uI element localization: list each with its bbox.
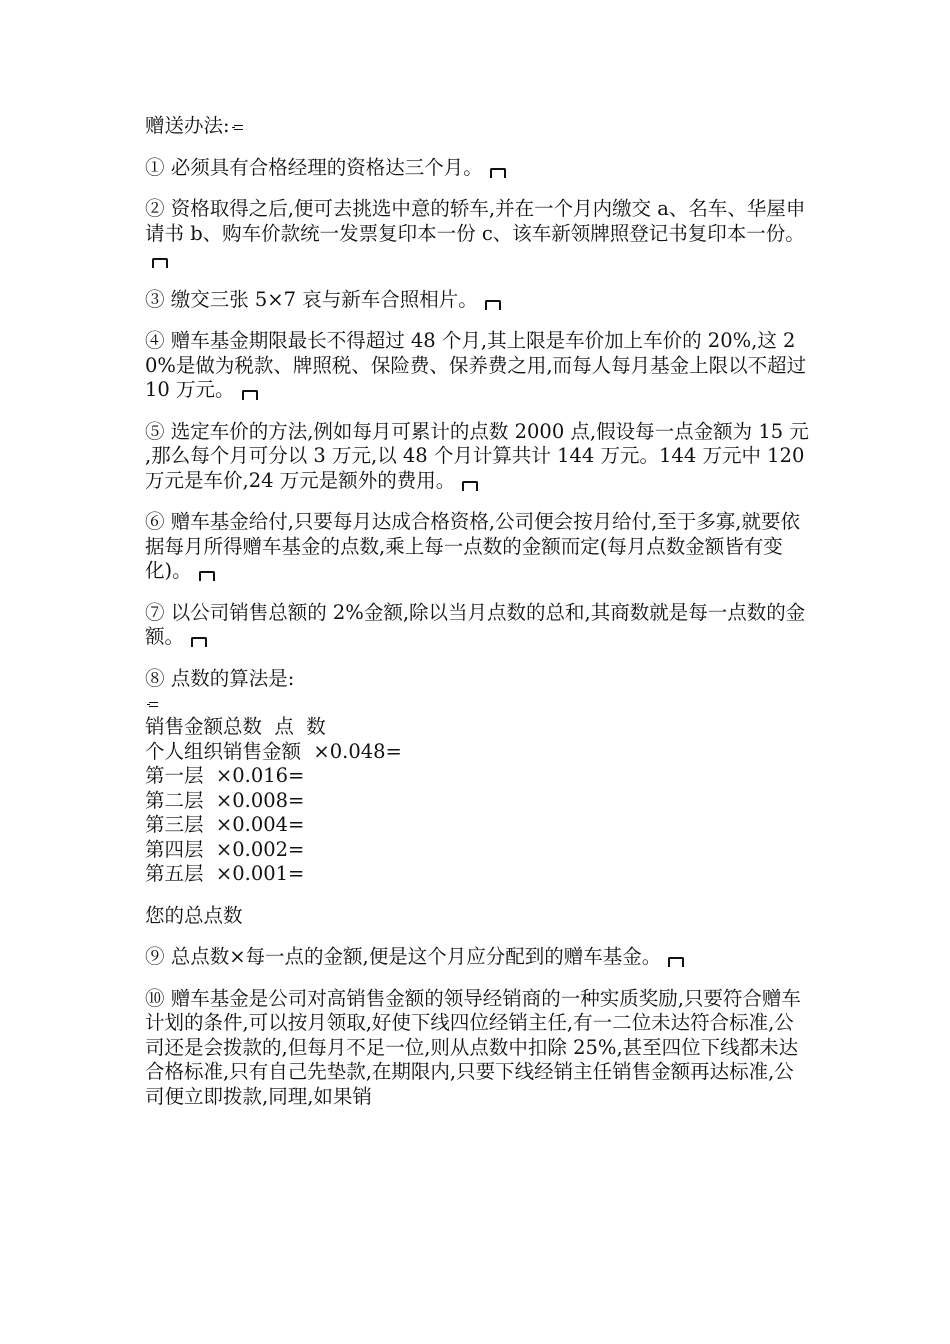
paragraph-mark-icon [147,698,159,710]
paragraph-1: ① 必须具有合格经理的资格达三个月。 [145,156,810,181]
paragraph-2: ② 资格取得之后,便可去挑选中意的轿车,并在一个月内缴交 a、名车、华屋申请书 b、购车价款统一发票复印本一份 c、该车新领牌照登记书复印本一份。 [145,197,810,271]
paragraph-7: ⑦ 以公司销售总额的 2%金额,除以当月点数的总和,其商数就是每一点数的金额。 [145,600,806,648]
line-mark-row [145,691,810,715]
paragraph-3: ③ 缴交三张 5×7 哀与新车合照相片。 [145,288,810,313]
total-points-label: 您的总点数 [145,903,243,927]
paragraph-5: ⑤ 选定车价的方法,例如每月可累计的点数 2000 点,假设每一点金额为 15 元 ,那么每个月可分以 3 万元,以 48 个月计算共计 144 万元。144 万元中 120 万元是车价,24 万元是额外的费用。 [145,419,809,492]
section-heading: 赠送办法: [145,114,810,139]
paragraph-4: ④ 赠车基金期限最长不得超过 48 个月,其上限是车价加上车价的 20%,这 20%是做为税款、牌照税、保险费、保养费之用,而每人每月基金上限以不超过 10 万元。 [145,329,807,401]
calc-line: 第三层 ×0.004= [145,813,305,836]
paragraph-mark-icon [198,569,216,579]
calc-line: 个人组织销售金额 ×0.048= [145,739,402,763]
paragraph-mark-icon [241,388,259,398]
document-body [145,114,810,1126]
paragraph-mark-icon [484,298,502,308]
calc-line: 销售金额总数 点 数 [145,715,326,738]
paragraph-mark-icon [151,256,169,266]
paragraph-mark-icon [489,166,507,176]
calc-line: 第四层 ×0.002= [145,837,305,861]
calc-line: 第五层 ×0.001= [145,862,305,885]
calc-heading: ⑧ 点数的算法是: [145,666,295,690]
calc-line: 第二层 ×0.008= [145,788,305,812]
paragraph-10: ⑩ 赠车基金是公司对高销售金额的领导经销商的一种实质奖励,只要符合赠车计划的条件,可以按月领取,好使下线四位经销主任,有一二位未达符合标准,公司还是会拨款的,但每月不足一位,则从点数中扣除 25%,甚至四位下线都未达合格标准,只有自己先垫款,在期限内,只要下线经销主任销售金额再达标准,公司便立即拨款,同理,如果销 [145,986,801,1108]
points-calculation-block [145,667,810,887]
paragraph-mark-icon [190,635,208,645]
paragraph-6: ⑥ 赠车基金给付,只要每月达成合格资格,公司便会按月给付,至于多寡,就要依据每月所得赠车基金的点数,乘上每一点数的金额而定(每月点数金额皆有变化)。 [145,510,800,582]
paragraph-mark-icon [232,121,244,133]
paragraph-mark-icon [667,955,685,965]
calc-line: 第一层 ×0.016= [145,764,305,787]
paragraph-mark-icon [461,479,479,489]
paragraph-9: ⑨ 总点数×每一点的金额,便是这个月应分配到的赠车基金。 [145,945,810,970]
